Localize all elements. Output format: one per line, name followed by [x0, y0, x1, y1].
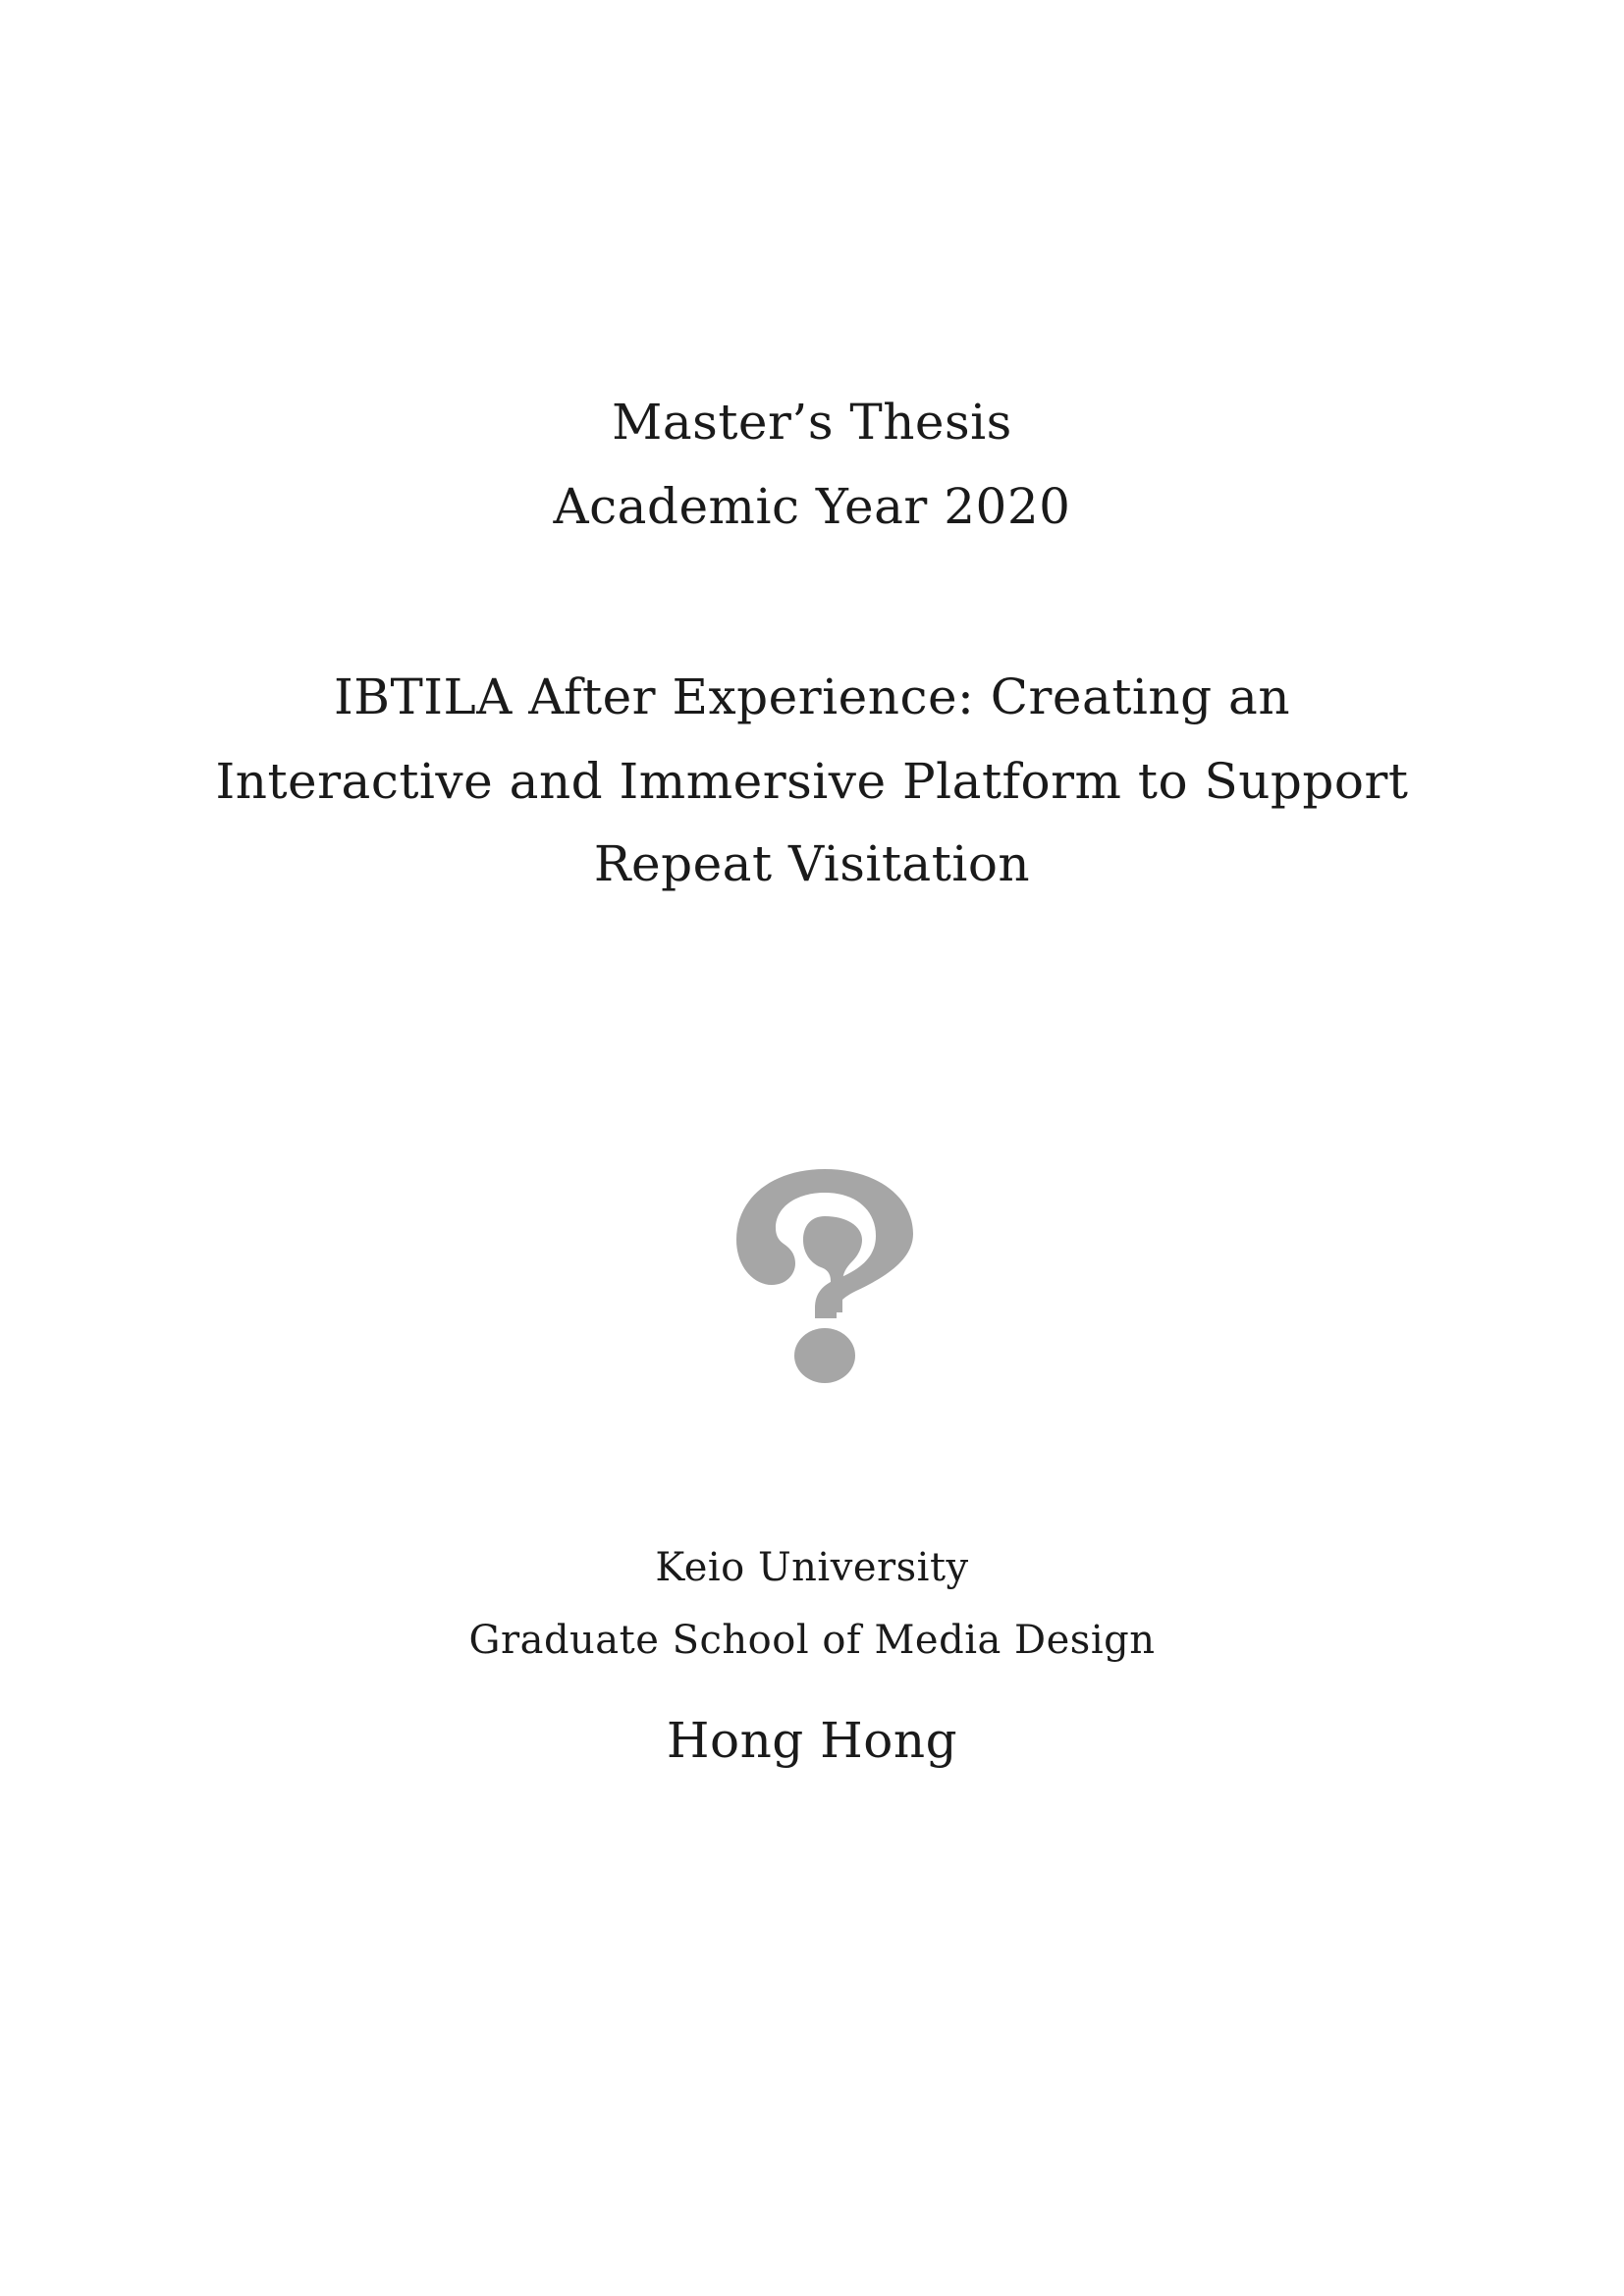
school-name: Graduate School of Media Design: [468, 1618, 1156, 1663]
thesis-title-line-1: IBTILA After Experience: Creating an: [333, 668, 1291, 725]
thesis-title-line-3: Repeat Visitation: [593, 835, 1031, 892]
university-name: Keio University: [655, 1545, 969, 1590]
academic-year: Academic Year 2020: [553, 478, 1071, 535]
university-emblem-icon: [729, 1165, 921, 1389]
thesis-title-line-2: Interactive and Immersive Platform to Support: [215, 753, 1409, 810]
thesis-type: Master’s Thesis: [612, 394, 1012, 451]
author-name: Hong Hong: [666, 1712, 958, 1769]
